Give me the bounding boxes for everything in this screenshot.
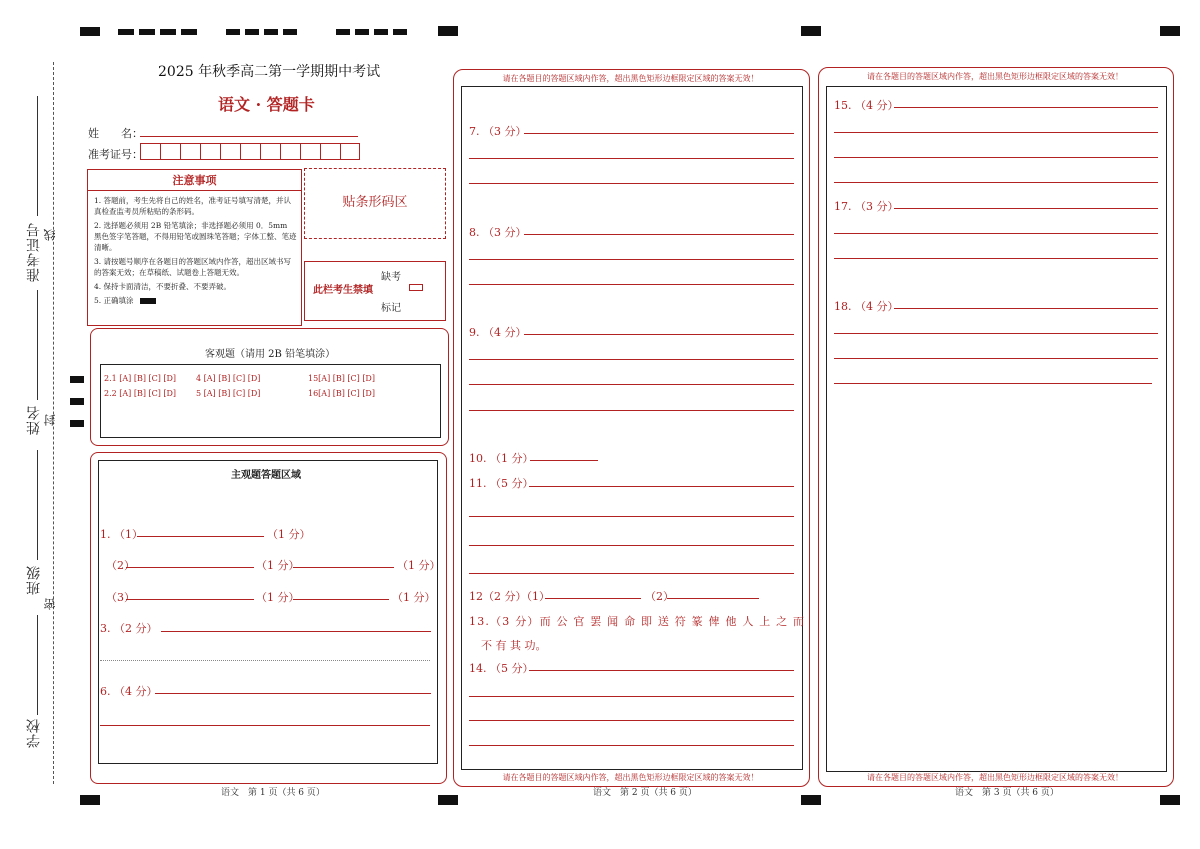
q8-answer[interactable] (524, 234, 794, 235)
q1-3-label: （3） (106, 591, 135, 604)
q3-answer-line[interactable] (100, 660, 430, 661)
q3-label: 3. （2 分） (100, 622, 158, 635)
position-mark (80, 795, 100, 805)
absent-checkbox[interactable] (409, 284, 423, 291)
notice-item: 3. 请按题号顺序在各题目的答题区域内作答，超出区域书写的答案无效；在草稿纸、试题卷上答题无效。 (94, 257, 292, 277)
side-fill-line (37, 450, 38, 560)
q10-answer[interactable] (530, 460, 598, 461)
q9-line[interactable] (469, 384, 794, 385)
q15-line[interactable] (834, 132, 1158, 133)
q15-line[interactable] (834, 182, 1158, 183)
q12-answer-b[interactable] (667, 598, 759, 599)
position-mark (70, 420, 84, 427)
position-mark (438, 26, 458, 36)
position-mark (118, 29, 198, 35)
q6-answer-line[interactable] (100, 725, 430, 726)
choice-row[interactable]: 5 [A] [B] [C] [D] (196, 389, 261, 398)
q18-line[interactable] (834, 383, 1152, 384)
side-class-label: 班级 (26, 565, 42, 595)
position-mark (226, 29, 300, 35)
q14-line[interactable] (469, 745, 794, 746)
q14-line[interactable] (469, 720, 794, 721)
barcode-area (304, 168, 446, 239)
choice-row[interactable]: 4 [A] [B] [C] [D] (196, 374, 261, 383)
seal-mi-char: 密 (43, 597, 57, 610)
q1-3-points-a: （1 分） (256, 591, 300, 604)
fill-sample (140, 298, 156, 304)
q3-answer[interactable] (161, 631, 431, 632)
position-mark (70, 376, 84, 383)
q12-answer-a[interactable] (545, 598, 641, 599)
page3-warning-bottom: 请在各题目的答题区域内作答，超出黑色矩形边框限定区域的答案无效！ (867, 773, 1123, 782)
q7-line[interactable] (469, 158, 794, 159)
side-fill-line (37, 615, 38, 715)
q12-label-b: （2） (645, 590, 674, 603)
position-mark (801, 795, 821, 805)
position-mark (336, 29, 410, 35)
q17-line[interactable] (834, 258, 1158, 259)
subject-title: 语文 · 答题卡 (218, 95, 315, 114)
q10-label: 10. （1 分） (469, 452, 534, 465)
subjective-frame (98, 460, 438, 764)
q14-answer[interactable] (529, 670, 794, 671)
notice-box (87, 169, 302, 326)
q11-answer[interactable] (529, 486, 794, 487)
q1-2-points-b: （1 分） (397, 559, 441, 572)
q7-label: 7. （3 分） (469, 125, 527, 138)
subjective-title: 主观题答题区域 (231, 470, 301, 481)
q9-line[interactable] (469, 410, 794, 411)
q14-label: 14. （5 分） (469, 662, 534, 675)
choice-row[interactable]: 16[A] [B] [C] [D] (308, 389, 375, 398)
q8-line[interactable] (469, 259, 794, 260)
choice-row[interactable]: 15[A] [B] [C] [D] (308, 374, 375, 383)
q11-line[interactable] (469, 516, 794, 517)
page2-footer: 语文 第 2 页（共 6 页） (593, 788, 697, 798)
side-school-label: 学校 (26, 718, 42, 748)
q8-label: 8. （3 分） (469, 226, 527, 239)
q1-3-answer-b[interactable] (293, 599, 389, 600)
q13-text: 13.（3 分）而 公 官 罢 闻 命 即 送 符 篆 俾 他 人 上 之 而 (469, 615, 806, 628)
q1-2-answer-a[interactable] (126, 567, 254, 568)
choice-row[interactable]: 2.2 [A] [B] [C] [D] (104, 389, 177, 398)
q9-answer[interactable] (524, 334, 794, 335)
q8-line[interactable] (469, 284, 794, 285)
q18-label: 18. （4 分） (834, 300, 899, 313)
q1-1-label: 1. （1） (100, 528, 143, 541)
q7-line[interactable] (469, 183, 794, 184)
position-mark (1160, 26, 1180, 36)
side-fill-line (37, 96, 38, 216)
q11-line[interactable] (469, 573, 794, 574)
page3-warning-top: 请在各题目的答题区域内作答，超出黑色矩形边框限定区域的答案无效！ (867, 72, 1123, 81)
q6-label: 6. （4 分） (100, 685, 158, 698)
seal-line-char: 线 (43, 228, 57, 241)
q17-answer[interactable] (894, 208, 1158, 209)
q1-2-answer-b[interactable] (293, 567, 394, 568)
q6-answer[interactable] (155, 693, 431, 694)
position-mark (70, 398, 84, 405)
id-cells[interactable] (140, 143, 360, 160)
absent-box (304, 261, 446, 321)
side-fill-line (37, 290, 38, 400)
position-mark (1160, 795, 1180, 805)
q1-1-points: （1 分） (267, 528, 311, 541)
seal-feng-char: 封 (43, 413, 57, 426)
page2-warning-top: 请在各题目的答题区域内作答，超出黑色矩形边框限定区域的答案无效！ (502, 74, 759, 83)
notice-item: 5. 正确填涂 (94, 296, 134, 305)
q11-line[interactable] (469, 545, 794, 546)
choice-row[interactable]: 2.1 [A] [B] [C] [D] (104, 374, 177, 383)
page1-footer: 语文 第 1 页（共 6 页） (221, 788, 325, 798)
page3-footer: 语文 第 3 页（共 6 页） (955, 788, 1059, 798)
objective-title: 客观题（请用 2B 铅笔填涂） (205, 349, 336, 360)
absent-mark-bottom: 标记 (381, 303, 401, 314)
side-id-label: 准考证号 (26, 222, 42, 282)
notice-list (88, 191, 301, 306)
position-mark (801, 26, 821, 36)
notice-item: 4. 保持卡面清洁，不要折叠、不要弄破。 (94, 282, 232, 291)
id-label: 准考证号： (88, 148, 143, 161)
notice-item: 2. 选择题必须用 2B 铅笔填涂；非选择题必须用 0．5mm 黑色签字笔答题，不得用铅笔或圆珠笔答题；字体工整、笔迹清晰。 (94, 221, 297, 252)
q13-text-cont: 不 有 其 功。 (481, 639, 547, 652)
q9-line[interactable] (469, 359, 794, 360)
name-field[interactable] (140, 136, 358, 137)
q18-line[interactable] (834, 333, 1158, 334)
page3-frame (826, 86, 1167, 772)
side-name-label: 姓名 (26, 405, 42, 435)
q11-label: 11. （5 分） (469, 477, 534, 490)
q12-label: 12（2 分）（1） (469, 590, 550, 603)
absent-mark-top: 缺考 (381, 272, 401, 283)
q1-3-points-b: （1 分） (392, 591, 436, 604)
exam-title: 2025 年秋季高二第一学期期中考试 (158, 64, 381, 80)
q7-answer[interactable] (524, 133, 794, 134)
name-label: 姓 名： (88, 127, 143, 140)
q17-line[interactable] (834, 233, 1158, 234)
q14-line[interactable] (469, 696, 794, 697)
q1-1-answer[interactable] (137, 536, 264, 537)
q15-line[interactable] (834, 157, 1158, 158)
q1-2-label: （2） (106, 559, 135, 572)
position-mark (80, 27, 100, 36)
q18-line[interactable] (834, 358, 1158, 359)
q1-2-points-a: （1 分） (256, 559, 300, 572)
notice-title: 注意事项 (88, 170, 301, 191)
absent-label: 此栏考生禁填 (313, 285, 373, 296)
q15-answer[interactable] (894, 107, 1158, 108)
q15-label: 15. （4 分） (834, 99, 899, 112)
page2-warning-bottom: 请在各题目的答题区域内作答，超出黑色矩形边框限定区域的答案无效！ (502, 773, 759, 782)
q9-label: 9. （4 分） (469, 326, 527, 339)
notice-item: 1. 答题前，考生先将自己的姓名，准考证号填写清楚，并认真检查监考员所粘贴的条形码。 (94, 196, 292, 216)
q17-label: 17. （3 分） (834, 200, 899, 213)
q18-answer[interactable] (894, 308, 1158, 309)
q1-3-answer-a[interactable] (126, 599, 254, 600)
barcode-label: 贴条形码区 (342, 195, 408, 210)
position-mark (438, 795, 458, 805)
